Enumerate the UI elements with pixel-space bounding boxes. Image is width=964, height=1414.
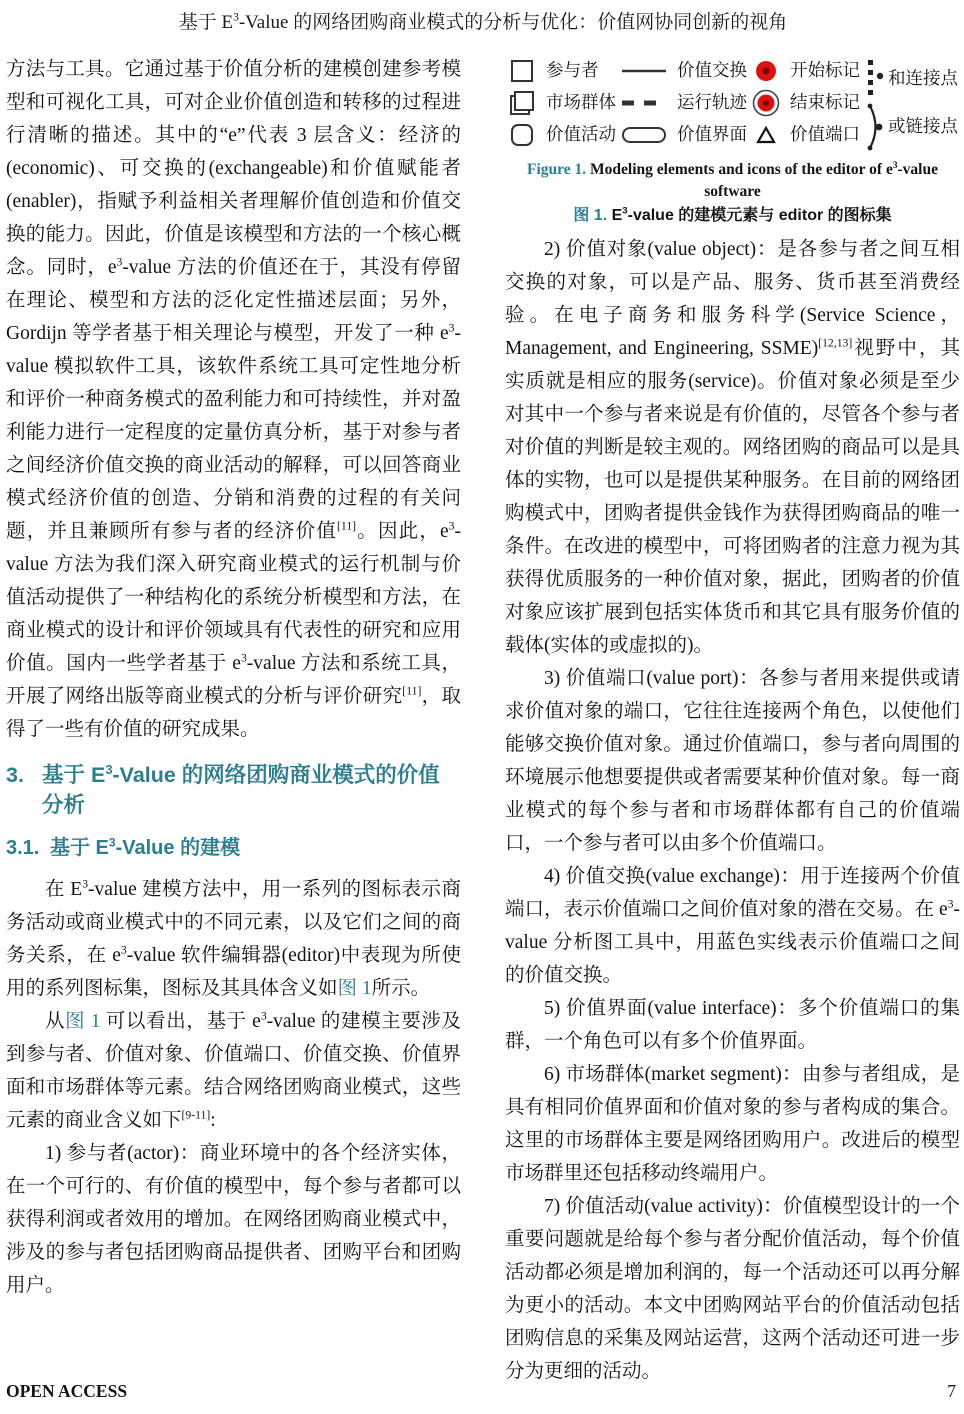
figure-caption [505,159,960,227]
legend-row-start-marker [751,55,860,87]
section-number: 3.1. [6,836,40,859]
legend-label: 结束标记 [790,92,860,113]
legend-column-markers [751,55,860,151]
figure-caption-zh-label: 图 1. [573,206,608,224]
section-heading-text: 基于 $E^3$-Value 的建模 [50,834,241,859]
left-column [6,53,461,1388]
list-item-4-value-exchange: 4) 价值交换(value exchange)：用于连接两个价值端口，表示价值端口之间价值对象的潜在交易。在 $e^3$-value 分析图工具中，用蓝色实线表示价值端口之间的价值交换。 [505,865,960,986]
legend-label: 或链接点 [888,116,958,137]
legend-label: 价值活动 [546,124,616,145]
list-item-2-value-object: 2) 价值对象(value object)：是各参与者之间互相交换的对象，可以是产品、服务、货币甚至消费经验。在电子商务和服务科学(Service Science，Management, and Engineering, SSME)[12,13]视野中，其实质就是相应的服务(service)。价值对象必须是至少对其中一个参与者来说是有价值的，尽管各个参与者对价值的判断是较主观的。网络团购的商品可以是具体的实物，也可以是提供某种服务。在目前的网络团购模式中，团购者提供金钱作为获得团购商品的唯一条件。在改进的模型中，可将团购者的注意力视为其获得优质服务的一种价值对象，据此，团购者的价值对象应该扩展到包括实体货币和其它具有服务价值的载体(实体的或虚拟的)。 [505,238,960,656]
figure-caption-zh-text: $E^3$-value 的建模元素与 editor 的图标集 [607,205,892,224]
page-footer [6,1381,956,1402]
page-number: 7 [947,1381,956,1401]
legend-column-connectors [864,55,958,151]
end-marker-icon [751,89,781,117]
figure-caption-en-label: Figure 1. [527,160,587,178]
legend-column-shapes [507,55,616,151]
section-heading-text: 基于 $E^3$-Value 的网络团购商业模式的价值分析 [42,761,440,818]
legend-label: 价值端口 [790,124,860,145]
legend-row-trajectory [620,87,747,119]
paragraph: 在 $E^3$-value 建模方法中，用一系列的图标表示商务活动或商业模式中的不同元素，以及它们之间的商务关系，在 $e^3$-value 软件编辑器(editor)中表现为所使用的系列图标集，图标及其具体含义如图 1所示。 [6,877,462,999]
list-item-6-market-segment: 6) 市场群体(market segment)：由参与者组成，是具有相同价值界面和价值对象的参与者构成的集合。这里的市场群体主要是网络团购用户。改进后的模型市场群里还包括移动终端用户。 [505,1063,960,1184]
paragraph: 方法与工具。它通过基于价值分析的建模创建参考模型和可视化工具，可对企业价值创造和转移的过程进行清晰的描述。其中的“e”代表 3 层含义：经济的(economic)、可交换的(exchangeable)和价值赋能者(enabler)，指赋予利益相关者理解价值创造和价值交换的能力。因此，价值是该模型和方法的一个核心概念。同时，$e^3$-value 方法的价值还在于，其没有停留在理论、模型和方法的泛化定性描述层面；另外，Gordijn 等学者基于相关理论与模型，开发了一种 $e^3$-value 模拟软件工具，该软件系统工具可定性地分析和评价一种商务模式的盈利能力和可持续性，并对盈利能力进行一定程度的定量仿真分析，基于对参与者之间经济价值交换的商业活动的解释，可以回答商业模式经济价值的创造、分销和消费的过程的有关问题，并且兼顾所有参与者的经济价值[11]。因此，$e^3$-value 方法为我们深入研究商业模式的运行机制与价值活动提供了一种结构化的系统分析模型和方法，在商业模式的设计和评价领域具有代表性的研究和应用价值。国内一些学者基于 $e^3$-value 方法和系统工具，开展了网络出版等商业模式的分析与评价研究[11]，取得了一些有价值的研究成果。 [6,58,461,740]
legend-row-and-connector [864,55,958,103]
list-item-3-value-port: 3) 价值端口(value port)：各参与者用来提供或请求价值对象的端口，它往往连接两个角色，以使他们能够交换价值对象。通过价值端口，参与者向周围的环境展示他想要提供或者需要某种价值对象。每一商业模式的每个参与者和市场群体都有自己的价值端口，一个参与者可以由多个价值端口。 [505,667,960,854]
list-item-5-value-interface: 5) 价值界面(value interface)：多个价值端口的集群，一个角色可以有多个价值界面。 [505,997,960,1052]
section-heading-3 [6,760,461,821]
trajectory-dashed-line-icon [620,99,668,107]
section-heading-3-1 [6,834,461,862]
figure-legend [505,55,960,151]
legend-row-end-marker [751,87,860,119]
or-connector-icon [864,102,886,152]
legend-label: 价值交换 [677,60,747,81]
list-item-1-actor: 1) 参与者(actor)：商业环境中的各个经济实体，在一个可行的、有价值的模型中，每个参与者都可以获得利润或者效用的增加。在网络团购商业模式中，涉及的参与者包括团购商品提供者、团购平台和团购用户。 [6,1142,461,1296]
legend-label: 开始标记 [790,60,860,81]
value-exchange-line-icon [620,67,668,75]
section-number: 3. [6,762,24,787]
value-interface-icon [620,126,668,144]
actor-square-icon [507,59,537,83]
legend-row-value-port [751,119,860,151]
and-connector-icon [864,57,886,101]
legend-row-or-connector [864,103,958,151]
start-marker-icon [751,59,781,83]
legend-label: 市场群体 [546,92,616,113]
legend-label: 参与者 [546,60,599,81]
figure-1 [505,55,960,227]
legend-row-value-activity [507,119,616,151]
legend-label: 运行轨迹 [677,92,747,113]
two-column-body [6,53,960,1388]
list-item-7-value-activity: 7) 价值活动(value activity)：价值模型设计的一个重要问题就是给每个参与者分配价值活动，每个价值活动都必须是增加利润的，每一个活动还可以再分解为更小的活动。本文中团购网站平台的价值活动包括团购信息的采集及网站运营，这两个活动还可进一步分为更细的活动。 [505,1195,960,1382]
right-column [505,53,960,1388]
paragraph: 从图 1 可以看出，基于 $e^3$-value 的建模主要涉及到参与者、价值对象、价值端口、价值交换、价值界面和市场群体等元素。结合网络团购商业模式，这些元素的商业含义如下[9-11]: [6,1009,461,1131]
legend-row-value-interface [620,119,747,151]
figure-caption-zh [505,204,960,227]
legend-row-value-exchange [620,55,747,87]
page-title: 基于 $E^3$-Value 的网络团购商业模式的分析与优化：价值网协同创新的视角 [178,11,788,33]
legend-row-actor [507,55,616,87]
legend-label: 和连接点 [888,68,958,89]
figure-caption-en [505,159,960,204]
legend-row-market-segment [507,87,616,119]
value-activity-icon [507,123,537,147]
figure-caption-en-text: Modeling elements and icons of the editor of $e^3$-value software [586,160,938,201]
market-segment-icon [507,90,537,116]
legend-label: 价值界面 [677,124,747,145]
legend-column-lines [620,55,747,151]
open-access-label: OPEN ACCESS [6,1381,128,1401]
value-port-triangle-icon [751,125,781,145]
